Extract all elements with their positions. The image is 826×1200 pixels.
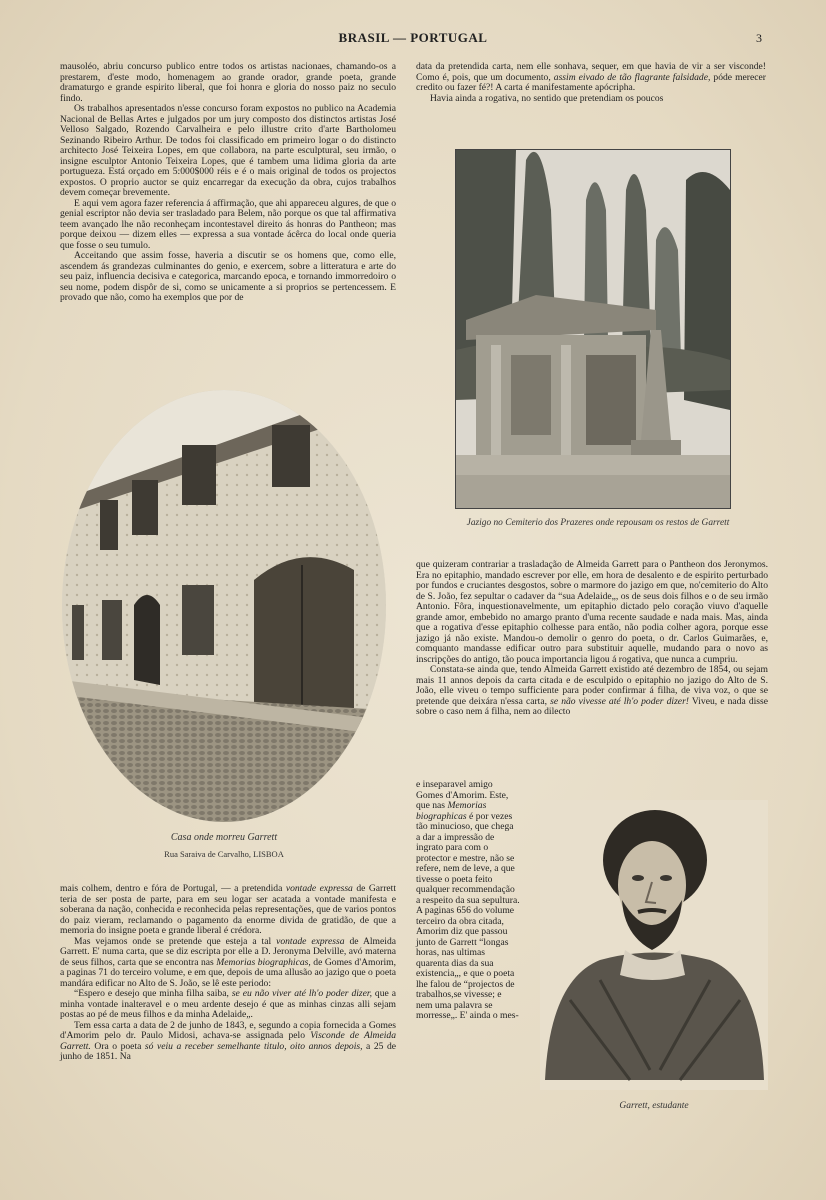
tomb-caption: Jazigo no Cemiterio dos Prazeres onde repousam os restos de Garrett [466, 518, 730, 528]
paragraph: e inseparavel amigo Gomes d'Amorim. Este, que nas Memorias biographicas é por vezes tão minucioso, que chega a dar a impressão de ingrato para com o protector e mestre, não se refere, nem de leve, a que tivesse o poeta feito qualquer recommendação a respeito da sua sepultura. A paginas 656 do volume terceiro da obra citada, Amorim diz que passou junto de Garrett “longas horas, nas ultimas quarenta dias da sua existencia„, e que o poeta lhe falou de “projectos de trabalhos,se vivesse; e nem uma palavra se morresse„. E' ainda o mes- [416, 779, 520, 1021]
page-number: 3 [756, 31, 762, 45]
right-column-top-text [416, 62, 766, 104]
paragraph: E aqui vem agora fazer referencia á affirmação, que ahi appareceu algures, de que o genial escriptor não devia ser trasladado para Belem, não porque os que tal affirmativa teem avançado lhe não reconheçam incontestavel direito ás honras do Pantheon; mas porque deixou — dizem elles — expressa a sua vontade ácêrca do local onde queria que fosse o seu tumulo. [60, 197, 396, 251]
right-column-middle-text [416, 560, 768, 718]
left-column-bottom-text [60, 884, 396, 1063]
portrait-illustration [540, 800, 768, 1090]
paragraph: data da pretendida carta, nem elle sonhava, sequer, em que havia de vir a ser visconde! Como é, pois, que um documento, assim eivado de tão flagrante falsidade, póde merecer credito ou fazer fé?! A carta é manifestamente apócripha. [416, 61, 766, 93]
house-illustration [62, 390, 386, 822]
paragraph: Tem essa carta a data de 2 de junho de 1843, e, segundo a copia fornecida a Gomes d'Amorim pelo dr. Paulo Midosi, achava-se assignada pelo Visconde de Almeida Garrett. Ora o poeta só veiu a receber semelhante titulo, oito annos depois, a 25 de junho de 1851. Na [60, 1019, 396, 1062]
paragraph: mais colhem, dentro e fóra de Portugal, — a pretendida vontade expressa de Garrett teria de ser posta de parte, para em seu logar ser acatada a vontade manifesta e soberana da nação, conhecida e reconhecida pelas representações, que de varios pontos do paiz vieram, reclamando o pagamento da enorme divida de gratidão, de que a memoria do insigne poeta e grande liberal é crédora. [60, 883, 396, 936]
tomb-photo [455, 149, 731, 509]
tomb-illustration [456, 150, 730, 508]
house-photo [62, 390, 386, 822]
narrow-column-text [416, 780, 520, 1022]
house-subcaption: Rua Saraiva de Carvalho, LISBOA [164, 849, 284, 859]
paragraph: mausoléo, abriu concurso publico entre todos os artistas nacionaes, chamando-os a prestarem, d'este modo, homenagem ao grande orador, grande poeta, grande dramaturgo e grande espirito liberal, que foi honra e gloria do nosso paiz no seculo findo. [60, 61, 396, 104]
paragraph: Os trabalhos apresentados n'esse concurso foram expostos no publico na Academia Nacional de Bellas Artes e julgados por um jury composto dos distinctos artistas José Velloso Salgado, Rozendo Carvalheira e pelo illustre crito d'arte Bartholomeu Sezinando Ribeiro Arthur. De todos foi classificado em primeiro logar o do distincto architecto José Teixeira Lopes, em que collabora, na parte esculptural, seu irmão, o insigne esculptor Antonio Teixeira Lopes, que é tambem uma lidima gloria da arte portugueza. Está orçado em 5:000$000 réis e é o mais original de todos os projectos expostos. O proprio auctor se quiz encarregar da execução da obra, cujos trabalhos devem começar brevemente. [60, 103, 396, 198]
paragraph: Acceitando que assim fosse, haveria a discutir se os homens que, como elle, ascendem ás grandezas culminantes do genio, e exercem, sobre a litteratura e arte do seu paiz, influencia decisiva e categorica, marcando epoca, e tornando immorredoiro o seu nome, podem dispôr de si, como se unicamente a si proprios se pertencessem. E provado que não, como ha exemplos que por de [60, 250, 396, 303]
left-column-top-text [60, 62, 396, 304]
paragraph: Constata-se ainda que, tendo Almeida Garrett existido até dezembro de 1854, ou sejam mais 11 annos depois da carta citada e de esculpido o epitaphio no jazigo do Alto de S. João, elle viveu o tempo sufficiente para poder confirmar á filha, de viva voz, o que se pretende que deixára n'essa carta, se não vivesse até lh'o poder dizer! Viveu, e nada disse sobre o caso nem á filha, nem ao dilecto [416, 664, 769, 717]
paragraph: Mas vejamos onde se pretende que esteja a tal vontade expressa de Almeida Garrett. E' numa carta, que se diz escripta por elle a D. Jeronyma Delville, avó materna de seus filhos, carta que se encontra nas Memorias biographicas, de Gomes d'Amorim, a paginas 71 do terceiro volume, e em que, depois de uma allusão ao jazigo que o poeta mandára edificar no Alto de S. João, se lê este periodo: [60, 935, 396, 989]
quote-paragraph: “Espero e desejo que minha filha saiba, se eu não viver até lh'o poder dizer, que a minha vontade inalteravel e o meu ardente desejo é que as minhas cinzas alli sejam postas ao pé de meus filhos e da minha Adelaide„. [60, 988, 396, 1020]
paragraph: que quizeram contrariar a trasladação de Almeida Garrett para o Pantheon dos Jeronymos. Era no epitaphio, mandado escrever por elle, em hora de desalento e de espirito perturbado por fundos e cruciantes desgostos, sobre o marmore do jazigo em que, no'cemiterio do Alto de S. João, fez sepultar o cadaver da “sua Adelaide„, os de seus dois filhos e o de seu irmão Antonio. Fôra, inquestionavelmente, um epitaphio dictado pelo coração viuvo d'aquelle grande amor, embebido no amargo pranto d'uma recente saudade e nada mais. Mas, ainda que a rogativa d'esse epitaphio colhesse para então, não podia colher agora, porque esse jazigo já não existe. Mandou-o demolir o genro do poeta, o dr. Carlos Guimarães, e, comquanto mandasse edificar outro para substituir aquelle, mudando para o novo as inscripções do antigo, tão pouca importancia ligou á rogativa, que nunca a cumpriu. [416, 559, 768, 665]
garrett-portrait [540, 800, 768, 1090]
house-caption: Casa onde morreu Garrett [170, 832, 278, 843]
page-header-title: BRASIL — PORTUGAL [338, 30, 488, 45]
portrait-caption: Garrett, estudante [619, 1101, 689, 1111]
paragraph: Havia ainda a rogativa, no sentido que pretendiam os poucos [430, 92, 664, 104]
